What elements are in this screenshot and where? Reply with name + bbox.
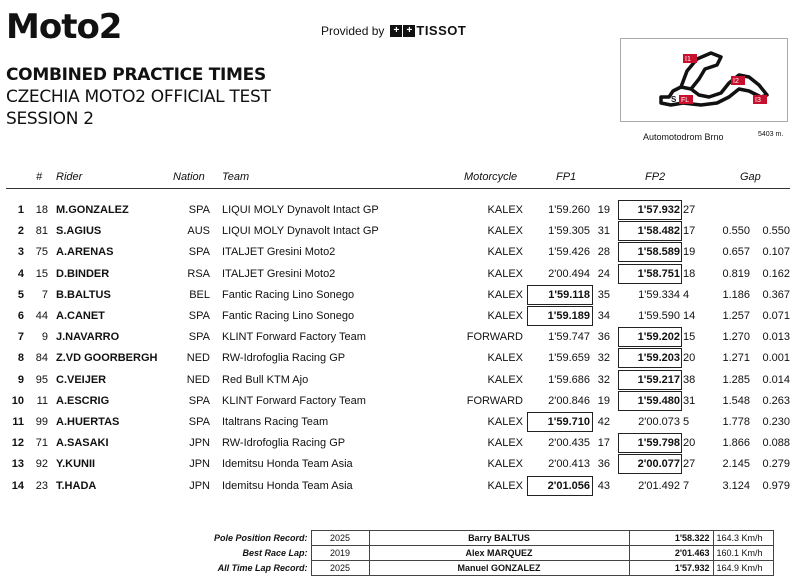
fp2-time-cell: 1'58.589 [637, 246, 680, 259]
record-speed: 164.9 Km/h [713, 561, 773, 576]
fp1-time-cell: 1'59.118 [548, 288, 590, 301]
nation-cell: SPA [188, 331, 210, 344]
circuit-length: 5403 m. [758, 131, 784, 138]
record-time: 2'01.463 [629, 546, 713, 561]
gap-previous-cell: 0.230 [762, 416, 790, 428]
table-row [0, 264, 800, 285]
fp2-time-cell: 1'59.202 [637, 331, 680, 344]
table-row [0, 476, 800, 497]
fp1-time-cell: 1'59.189 [547, 310, 590, 322]
tissot-logo [390, 23, 466, 38]
fp2-time-cell: 1'59.334 [638, 288, 680, 301]
position-cell: 13 [11, 458, 24, 471]
motorcycle-cell: KALEX [487, 246, 523, 259]
fp1-lap-cell: 35 [597, 288, 610, 301]
rider-number-cell: 95 [35, 373, 48, 386]
team-cell: Italtrans Racing Team [222, 416, 329, 428]
fp1-lap-cell: 31 [597, 225, 610, 238]
table-row [0, 391, 800, 412]
gap-previous-cell: 0.162 [762, 267, 790, 280]
table-row [0, 221, 800, 242]
gap-first-cell: 1.778 [722, 416, 750, 428]
nation-cell: SPA [188, 310, 210, 322]
col-motorcycle: Motorcycle [464, 171, 518, 183]
fp1-lap-cell: 17 [597, 437, 610, 450]
nation-cell: NED [186, 373, 210, 386]
col-pos: # [36, 171, 43, 183]
gap-previous-cell: 0.014 [762, 373, 790, 386]
rider-number-cell: 99 [35, 416, 48, 428]
rider-name-cell: D.BINDER [56, 267, 110, 280]
header-divider [6, 188, 790, 189]
table-row [0, 200, 800, 221]
rider-name-cell: C.VEIJER [56, 373, 107, 386]
fp2-lap-cell: 14 [683, 310, 696, 322]
col-rider: Rider [56, 171, 83, 183]
rider-number-cell: 84 [35, 352, 48, 365]
fp2-time-cell: 2'00.077 [637, 458, 680, 471]
rider-name-cell: A.ESCRIG [56, 394, 110, 407]
fp1-lap-cell: 32 [597, 373, 610, 386]
fp2-lap-cell: 4 [683, 288, 690, 301]
position-cell: 6 [17, 310, 24, 322]
gap-first-cell: 1.270 [722, 331, 750, 344]
table-row [0, 348, 800, 369]
fp1-lap-cell: 43 [597, 479, 610, 492]
team-cell: Fantic Racing Lino Sonego [222, 310, 355, 322]
team-cell: Idemitsu Honda Team Asia [222, 458, 353, 471]
table-row [0, 242, 800, 263]
position-cell: 4 [17, 267, 24, 280]
record-holder: Manuel GONZALEZ [369, 561, 629, 576]
fp2-lap-cell: 15 [683, 331, 696, 344]
col-team: Team [222, 171, 250, 183]
fp2-time-cell: 1'58.482 [637, 225, 680, 238]
record-holder: Alex MARQUEZ [369, 546, 629, 561]
fp1-lap-cell: 19 [597, 204, 610, 216]
sector-i2-label: I2 [733, 78, 739, 85]
position-cell: 10 [11, 394, 24, 407]
motorcycle-cell: KALEX [487, 310, 523, 322]
record-holder: Barry BALTUS [369, 531, 629, 546]
nation-cell: SPA [188, 416, 210, 428]
gap-previous-cell: 0.979 [762, 479, 790, 492]
table-row [0, 454, 800, 475]
track-map [620, 38, 788, 122]
table-row [0, 433, 800, 454]
gap-first-cell: 3.124 [722, 479, 750, 492]
motorcycle-cell: KALEX [487, 352, 523, 365]
team-cell: KLINT Forward Factory Team [222, 331, 366, 344]
position-cell: 3 [17, 246, 24, 259]
swiss-cross-icon: + [390, 25, 402, 37]
swiss-cross-icon: + [403, 25, 415, 37]
nation-cell: SPA [188, 246, 210, 259]
rider-name-cell: Y.KUNII [56, 458, 96, 471]
nation-cell: JPN [189, 479, 210, 492]
motorcycle-cell: KALEX [487, 437, 523, 450]
fp2-time-cell: 1'59.203 [637, 352, 680, 365]
position-cell: 2 [17, 225, 24, 238]
fp1-lap-cell: 34 [597, 310, 610, 322]
motorcycle-cell: KALEX [487, 479, 523, 492]
nation-cell: AUS [187, 225, 210, 238]
rider-number-cell: 9 [41, 331, 48, 344]
circuit-name: Automotodrom Brno [643, 132, 724, 142]
rider-name-cell: J.NAVARRO [56, 331, 120, 344]
record-label: Pole Position Record: [213, 533, 308, 543]
sector-i1-label: I1 [685, 56, 691, 63]
fp2-lap-cell: 27 [683, 458, 696, 471]
sector-i3-label: I3 [755, 97, 761, 104]
fp1-lap-cell: 36 [597, 458, 610, 471]
record-row [6, 561, 773, 576]
position-cell: 7 [17, 331, 24, 344]
motorcycle-cell: FORWARD [466, 331, 523, 344]
track-outline-icon [621, 39, 787, 121]
col-fp1: FP1 [556, 171, 577, 183]
table-row [0, 327, 800, 348]
gap-previous-cell: 0.367 [762, 288, 790, 301]
fp2-time-cell: 2'01.492 [638, 479, 680, 492]
rider-number-cell: 71 [35, 437, 48, 450]
rider-number-cell: 44 [35, 310, 48, 322]
gap-previous-cell: 0.001 [762, 352, 790, 365]
col-gap: Gap [740, 171, 761, 183]
fp1-lap-cell: 36 [597, 331, 610, 344]
position-cell: 14 [11, 479, 24, 492]
fp2-time-cell: 2'00.073 [638, 416, 680, 428]
fp2-lap-cell: 5 [683, 416, 690, 428]
fp2-lap-cell: 20 [683, 437, 696, 450]
gap-first-cell: 1.548 [722, 394, 750, 407]
gap-first-cell: 0.819 [722, 267, 750, 280]
fp2-lap-cell: 17 [683, 225, 696, 238]
rider-name-cell: S.AGIUS [56, 225, 102, 238]
record-row [6, 546, 773, 561]
fp1-lap-cell: 19 [597, 394, 610, 407]
table-row [0, 306, 800, 327]
records-table [6, 530, 786, 576]
moto2-logo: Moto2 [6, 7, 122, 47]
gap-first-cell: 0.657 [722, 246, 750, 259]
session-title: SESSION 2 [6, 109, 94, 129]
team-cell: RW-Idrofoglia Racing GP [222, 352, 346, 365]
rider-name-cell: B.BALTUS [56, 288, 111, 301]
record-label: Best Race Lap: [242, 548, 308, 558]
fp1-lap-cell: 28 [597, 246, 610, 259]
rider-name-cell: A.SASAKI [56, 437, 109, 450]
rider-number-cell: 92 [35, 458, 48, 471]
gap-first-cell: 1.271 [722, 352, 750, 365]
fp2-time-cell: 1'59.480 [637, 394, 680, 407]
team-cell: ITALJET Gresini Moto2 [222, 267, 336, 280]
rider-number-cell: 75 [35, 246, 48, 259]
fp1-time-cell: 1'59.686 [548, 373, 590, 386]
col-nation: Nation [173, 171, 205, 183]
fp2-time-cell: 1'59.590 [638, 310, 680, 322]
nation-cell: JPN [189, 458, 210, 471]
position-cell: 12 [11, 437, 24, 450]
record-year: 2019 [311, 546, 369, 561]
record-label: All Time Lap Record: [217, 563, 308, 573]
gap-previous-cell: 0.013 [762, 331, 790, 344]
gap-previous-cell: 0.088 [762, 437, 790, 450]
fp1-lap-cell: 24 [597, 267, 610, 280]
fp1-time-cell: 1'59.260 [548, 204, 590, 216]
nation-cell: RSA [187, 267, 210, 280]
fp1-time-cell: 2'00.846 [548, 394, 590, 407]
gap-first-cell: 0.550 [722, 225, 750, 238]
record-year: 2025 [311, 561, 369, 576]
nation-cell: BEL [189, 288, 210, 301]
fp2-time-cell: 1'59.798 [637, 437, 680, 450]
motorcycle-cell: KALEX [487, 458, 523, 471]
fp1-time-cell: 1'59.305 [548, 225, 590, 238]
report-title: COMBINED PRACTICE TIMES [6, 65, 266, 85]
motorcycle-cell: KALEX [487, 225, 523, 238]
rider-name-cell: A.HUERTAS [56, 416, 120, 428]
fp2-lap-cell: 7 [683, 479, 690, 492]
rider-name-cell: A.CANET [56, 310, 105, 322]
gap-first-cell: 1.285 [722, 373, 750, 386]
col-fp2: FP2 [645, 171, 666, 183]
team-cell: Red Bull KTM Ajo [222, 373, 309, 386]
team-cell: RW-Idrofoglia Racing GP [222, 437, 346, 450]
rider-number-cell: 7 [41, 288, 48, 301]
fp2-lap-cell: 27 [683, 204, 696, 216]
table-row [0, 370, 800, 391]
tissot-wordmark: TISSOT [416, 23, 467, 38]
fp1-lap-cell: 32 [597, 352, 610, 365]
fp1-time-cell: 1'59.710 [547, 416, 590, 428]
fp2-lap-cell: 18 [683, 267, 696, 280]
position-cell: 5 [17, 288, 24, 301]
record-speed: 164.3 Km/h [713, 531, 773, 546]
motorcycle-cell: FORWARD [466, 394, 523, 407]
fp2-lap-cell: 38 [683, 373, 696, 386]
gap-first-cell: 1.257 [722, 310, 750, 322]
record-year: 2025 [311, 531, 369, 546]
team-cell: ITALJET Gresini Moto2 [222, 246, 336, 259]
gap-previous-cell: 0.107 [762, 246, 790, 259]
team-cell: LIQUI MOLY Dynavolt Intact GP [222, 225, 379, 238]
rider-number-cell: 81 [35, 225, 48, 238]
gap-first-cell: 1.186 [722, 288, 750, 301]
record-time: 1'58.322 [629, 531, 713, 546]
gap-first-cell: 1.866 [722, 437, 750, 450]
event-title: CZECHIA MOTO2 OFFICIAL TEST [6, 87, 271, 107]
gap-previous-cell: 0.279 [762, 458, 790, 471]
fp1-lap-cell: 42 [597, 416, 610, 428]
team-cell: KLINT Forward Factory Team [222, 394, 366, 407]
report-titles [6, 64, 271, 130]
provided-by [321, 23, 466, 38]
fp2-lap-cell: 19 [683, 246, 696, 259]
fp2-lap-cell: 20 [683, 352, 696, 365]
gap-first-cell: 2.145 [722, 458, 750, 471]
fp1-time-cell: 1'59.426 [548, 246, 590, 259]
finish-line-label: FL [681, 97, 690, 104]
nation-cell: JPN [189, 437, 210, 450]
nation-cell: SPA [188, 394, 210, 407]
fp1-time-cell: 2'01.056 [547, 479, 590, 492]
rider-number-cell: 11 [36, 394, 48, 407]
motorcycle-cell: KALEX [487, 373, 523, 386]
fp1-time-cell: 1'59.747 [548, 331, 590, 344]
team-cell: Idemitsu Honda Team Asia [222, 479, 353, 492]
rider-name-cell: M.GONZALEZ [56, 204, 129, 216]
motorcycle-cell: KALEX [487, 288, 523, 301]
start-label: S [671, 95, 677, 104]
rider-name-cell: Z.VD GOORBERGH [56, 352, 158, 365]
fp1-time-cell: 2'00.413 [548, 458, 590, 471]
rider-number-cell: 23 [35, 479, 48, 492]
rider-number-cell: 18 [35, 204, 48, 216]
fp1-time-cell: 1'59.659 [548, 352, 590, 365]
fp2-time-cell: 1'57.932 [637, 204, 680, 216]
provided-by-label: Provided by [321, 23, 385, 38]
motorcycle-cell: KALEX [487, 416, 523, 428]
position-cell: 9 [17, 373, 24, 386]
table-row [0, 285, 800, 306]
rider-name-cell: T.HADA [56, 479, 97, 492]
table-row [0, 412, 800, 433]
position-cell: 1 [17, 204, 24, 216]
nation-cell: SPA [188, 204, 210, 216]
rider-number-cell: 15 [35, 267, 48, 280]
gap-previous-cell: 0.071 [762, 310, 790, 322]
gap-previous-cell: 0.550 [762, 225, 790, 238]
record-row [6, 531, 773, 546]
nation-cell: NED [186, 352, 210, 365]
rider-name-cell: A.ARENAS [56, 246, 114, 259]
fp1-time-cell: 2'00.435 [548, 437, 590, 450]
fp2-time-cell: 1'59.217 [637, 373, 680, 386]
record-speed: 160.1 Km/h [713, 546, 773, 561]
motorcycle-cell: KALEX [487, 267, 523, 280]
fp1-time-cell: 2'00.494 [548, 267, 590, 280]
position-cell: 11 [12, 416, 24, 428]
gap-previous-cell: 0.263 [762, 394, 790, 407]
team-cell: Fantic Racing Lino Sonego [222, 288, 355, 301]
record-time: 1'57.932 [629, 561, 713, 576]
team-cell: LIQUI MOLY Dynavolt Intact GP [222, 204, 379, 216]
position-cell: 8 [17, 352, 24, 365]
fp2-time-cell: 1'58.751 [637, 267, 680, 280]
motorcycle-cell: KALEX [487, 204, 523, 216]
fp2-lap-cell: 31 [683, 394, 696, 407]
